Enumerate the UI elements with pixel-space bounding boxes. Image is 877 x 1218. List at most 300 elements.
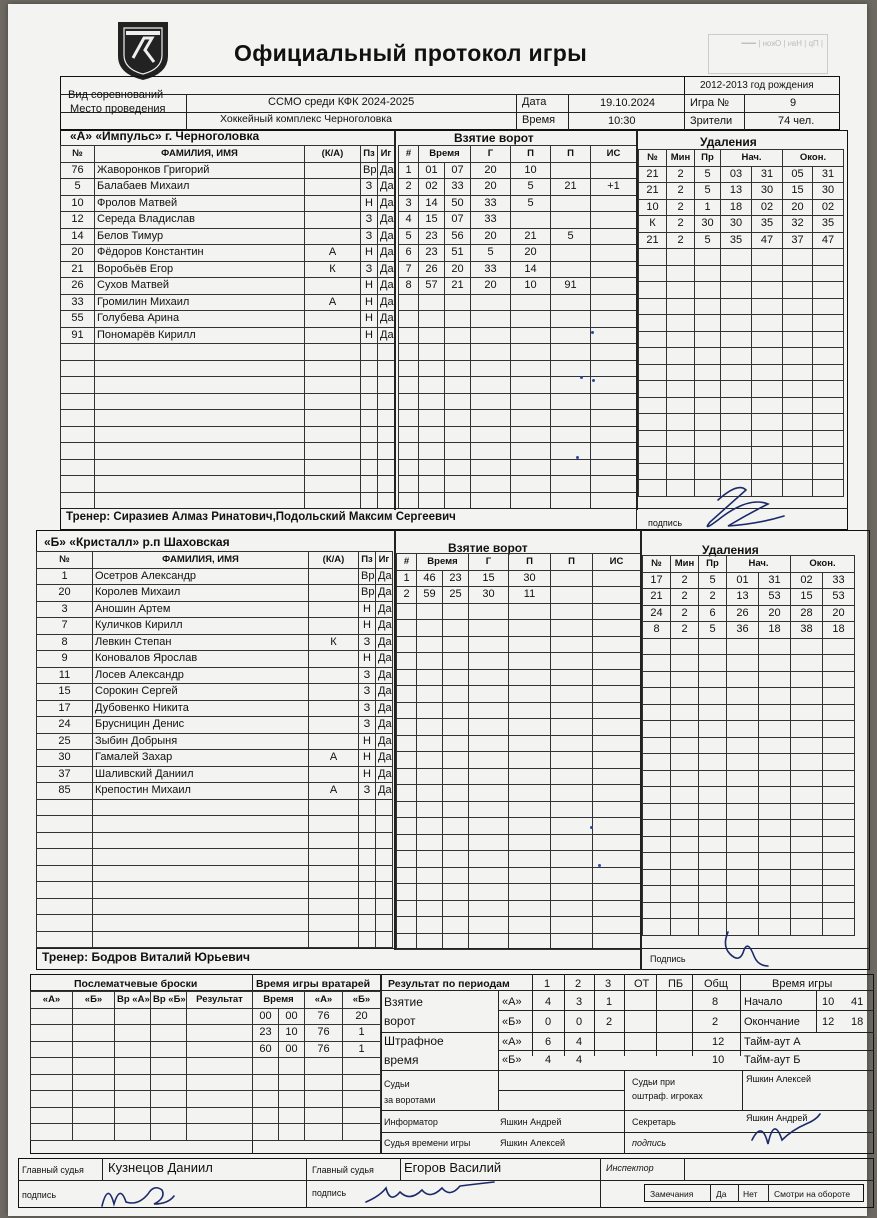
penalty-start-sec — [752, 397, 783, 414]
penalty-start-min — [727, 902, 759, 919]
penalty-start-sec — [752, 463, 783, 480]
goal-assist-2 — [551, 801, 593, 818]
penalty-player — [639, 381, 667, 398]
penalty-player: 21 — [639, 232, 667, 249]
penalty-row — [643, 622, 855, 639]
player-played: Да — [376, 766, 393, 783]
goal-situation — [591, 294, 637, 311]
penalty-minutes — [667, 430, 695, 447]
player-role: А — [309, 783, 359, 800]
goal-index — [397, 686, 417, 703]
goal-situation — [593, 653, 641, 670]
player-name — [95, 410, 305, 427]
goalie-team-b: 20 — [343, 1008, 381, 1025]
goal-row — [399, 410, 637, 427]
player-name: Сорокин Сергей — [93, 684, 309, 701]
goal-row — [399, 393, 637, 410]
penalty-minutes — [671, 688, 699, 705]
penalty-row — [643, 737, 855, 754]
goal-scorer: 30 — [469, 587, 509, 604]
player-role — [309, 568, 359, 585]
penalty-start-sec — [759, 770, 791, 787]
player-role — [305, 426, 361, 443]
roster-row — [37, 865, 393, 882]
pim-a-period-value: 4 — [576, 1036, 583, 1048]
timekeeper-label: Судья времени игры — [384, 1138, 471, 1148]
goal-second — [445, 294, 471, 311]
penalty-minutes — [667, 397, 695, 414]
roster-row — [37, 832, 393, 849]
penalty-minutes — [671, 902, 699, 919]
goal-second — [445, 410, 471, 427]
player-role — [309, 618, 359, 635]
penalty-start-min — [721, 331, 752, 348]
bleed-through-text: | Пр | Нач | Окон | ━━━ — [708, 34, 828, 74]
player-role — [309, 865, 359, 882]
player-position — [359, 865, 376, 882]
goal-assist-1 — [511, 443, 551, 460]
player-position — [361, 443, 378, 460]
penalty-start-sec: 20 — [759, 605, 791, 622]
penalty-minutes — [667, 348, 695, 365]
player-position — [361, 410, 378, 427]
player-position — [361, 459, 378, 476]
player-number: 30 — [37, 750, 93, 767]
shootout-cell — [115, 1074, 151, 1091]
period-2-head: 2 — [575, 978, 582, 990]
penalty-start-min — [727, 869, 759, 886]
goal-row — [397, 900, 641, 917]
penalty-row — [639, 298, 844, 315]
player-played — [376, 865, 393, 882]
player-name: Середа Владислав — [95, 212, 305, 229]
goals-b-period-value: 0 — [545, 1016, 552, 1028]
timeout-b-label: Тайм-аут Б — [744, 1054, 801, 1066]
penalty-code — [695, 397, 721, 414]
goal-situation — [593, 917, 641, 934]
penalty-row — [639, 397, 844, 414]
goal-index — [397, 834, 417, 851]
goal-index — [399, 294, 419, 311]
penalty-code — [699, 688, 727, 705]
player-role — [305, 410, 361, 427]
penalty-code — [699, 770, 727, 787]
competition-label: Вид соревнований — [68, 89, 164, 101]
player-position: Н — [361, 294, 378, 311]
goal-assist-1 — [511, 426, 551, 443]
goal-situation — [591, 261, 637, 278]
goal-second — [445, 360, 471, 377]
pim-a-period-value: 6 — [545, 1036, 552, 1048]
roster-row — [37, 585, 393, 602]
goals-row-label-1: Взятие — [384, 995, 423, 1009]
goals-column-header: # — [399, 146, 419, 163]
shootout-cell — [31, 1041, 73, 1058]
period-ot-head: ОТ — [634, 978, 650, 990]
penalty-row — [643, 770, 855, 787]
penalty-end-sec — [813, 430, 844, 447]
player-position: З — [359, 634, 376, 651]
penalty-code — [699, 836, 727, 853]
goal-minute: 01 — [419, 162, 445, 179]
penalty-end-sec — [823, 836, 855, 853]
penalty-code: 5 — [695, 183, 721, 200]
goal-second — [445, 426, 471, 443]
goal-assist-1 — [509, 801, 551, 818]
penalty-column-header: Окон. — [791, 556, 855, 573]
penalty-row — [643, 754, 855, 771]
goal-assist-2 — [551, 768, 593, 785]
player-name: Пономарёв Кирилл — [95, 327, 305, 344]
player-position: Вр — [359, 585, 376, 602]
team-b-coach-signature — [718, 926, 778, 970]
penalty-player — [643, 721, 671, 738]
penalty-end-min — [791, 787, 823, 804]
goal-situation — [593, 752, 641, 769]
goal-assist-1: 11 — [509, 587, 551, 604]
penalty-player — [639, 315, 667, 332]
roster-row — [61, 344, 395, 361]
goal-situation — [593, 570, 641, 587]
penalty-start-sec — [752, 265, 783, 282]
goal-second — [443, 702, 469, 719]
penalty-start-min — [721, 364, 752, 381]
goal-index — [397, 702, 417, 719]
goal-minute — [417, 620, 443, 637]
goal-assist-1 — [511, 459, 551, 476]
goal-assist-2 — [551, 818, 593, 835]
penalty-start-min: 26 — [727, 605, 759, 622]
penalty-minutes — [671, 886, 699, 903]
penalty-end-sec — [823, 803, 855, 820]
penalty-player — [643, 902, 671, 919]
player-number: 17 — [37, 700, 93, 717]
penalty-start-sec — [752, 298, 783, 315]
goal-assist-1 — [509, 702, 551, 719]
penalty-end-sec — [823, 737, 855, 754]
penalty-start-min — [721, 430, 752, 447]
penalty-start-sec — [759, 638, 791, 655]
player-name — [93, 849, 309, 866]
goal-assist-2 — [551, 393, 591, 410]
goal-row — [399, 344, 637, 361]
penalty-minutes — [671, 787, 699, 804]
player-name — [93, 832, 309, 849]
goalie-team-a: 76 — [305, 1008, 343, 1025]
goal-assist-2 — [551, 636, 593, 653]
goal-scorer: 5 — [471, 245, 511, 262]
goal-minute — [419, 311, 445, 328]
goal-row — [397, 620, 641, 637]
goal-assist-2 — [551, 900, 593, 917]
penalty-column-header: № — [643, 556, 671, 573]
goals-column-header: ИС — [591, 146, 637, 163]
player-role — [305, 443, 361, 460]
goal-index — [397, 917, 417, 934]
player-position: З — [361, 261, 378, 278]
penalty-player — [643, 688, 671, 705]
goal-scorer: 20 — [471, 278, 511, 295]
secretary-label: Секретарь — [632, 1117, 676, 1127]
penalty-minutes: 2 — [667, 216, 695, 233]
player-name: Коновалов Ярослав — [93, 651, 309, 668]
goal-row — [397, 636, 641, 653]
goal-situation — [593, 669, 641, 686]
player-role — [309, 717, 359, 734]
penalty-end-min: 05 — [783, 166, 813, 183]
goal-assist-2 — [551, 702, 593, 719]
roster-column-header: Пз — [361, 146, 378, 163]
secretary-value: Яшкин Андрей — [746, 1113, 808, 1123]
penalty-minutes — [671, 721, 699, 738]
goal-index — [397, 620, 417, 637]
roster-row — [37, 783, 393, 800]
goal-scorer — [469, 620, 509, 637]
goal-row — [397, 801, 641, 818]
player-position — [361, 476, 378, 493]
penalty-code — [699, 754, 727, 771]
penalty-end-sec — [813, 331, 844, 348]
penalty-end-min: 28 — [791, 605, 823, 622]
penalty-code — [695, 315, 721, 332]
player-played — [378, 393, 395, 410]
goalie-column-header: «А» — [305, 992, 343, 1009]
goal-assist-1 — [511, 393, 551, 410]
shootout-column-header: «Б» — [73, 992, 115, 1009]
player-role — [309, 766, 359, 783]
birth-years: 2012-2013 год рождения — [700, 80, 814, 91]
goal-second — [443, 620, 469, 637]
goal-scorer — [469, 768, 509, 785]
shootout-cell — [151, 1124, 187, 1141]
penalty-minutes: 2 — [667, 232, 695, 249]
goal-assist-2 — [551, 851, 593, 868]
player-played: Да — [376, 585, 393, 602]
penalty-start-min — [721, 265, 752, 282]
goal-index — [397, 884, 417, 901]
goal-row — [397, 884, 641, 901]
goal-situation — [591, 278, 637, 295]
goal-row — [397, 834, 641, 851]
player-played — [376, 816, 393, 833]
player-number — [61, 377, 95, 394]
penalty-end-min — [791, 704, 823, 721]
penalty-start-sec — [759, 671, 791, 688]
secretary-signature-label: подпись — [632, 1138, 667, 1148]
goal-situation — [593, 587, 641, 604]
penalty-start-min — [727, 820, 759, 837]
goal-second: 23 — [443, 570, 469, 587]
goal-index: 7 — [399, 261, 419, 278]
penalty-end-min: 15 — [791, 589, 823, 606]
goal-minute — [417, 900, 443, 917]
goalie-team-a — [305, 1074, 343, 1091]
penalty-code — [695, 282, 721, 299]
penalty-code: 2 — [699, 589, 727, 606]
goal-assist-2 — [551, 327, 591, 344]
player-name: Дубовенко Никита — [93, 700, 309, 717]
player-position: Н — [359, 750, 376, 767]
goal-assist-2 — [551, 311, 591, 328]
player-position — [359, 882, 376, 899]
player-name — [95, 443, 305, 460]
penalty-end-min — [791, 688, 823, 705]
penalty-player — [643, 638, 671, 655]
penalty-column-header: Окон. — [783, 150, 844, 167]
player-role — [309, 651, 359, 668]
player-name: Фёдоров Константин — [95, 245, 305, 262]
goal-scorer — [469, 686, 509, 703]
penalty-start-sec — [759, 754, 791, 771]
game-time-title: Время игры — [772, 978, 833, 990]
penalty-code — [695, 348, 721, 365]
penalty-row — [643, 869, 855, 886]
player-role: А — [309, 750, 359, 767]
player-played: Да — [376, 568, 393, 585]
goal-situation — [593, 801, 641, 818]
goal-row — [399, 492, 637, 509]
roster-column-header: ФАМИЛИЯ, ИМЯ — [93, 552, 309, 569]
roster-row — [37, 799, 393, 816]
goal-index — [399, 311, 419, 328]
spectators-label: Зрители — [690, 115, 733, 127]
player-played — [378, 377, 395, 394]
player-position: Вр — [359, 568, 376, 585]
goal-minute — [419, 492, 445, 509]
penalty-code — [695, 381, 721, 398]
penalty-end-sec: 53 — [823, 589, 855, 606]
penalty-start-sec: 30 — [752, 183, 783, 200]
penalty-end-sec: 18 — [823, 622, 855, 639]
penalty-row — [643, 836, 855, 853]
goal-row — [397, 768, 641, 785]
goal-assist-2 — [551, 917, 593, 934]
goals-column-header: Время — [419, 146, 471, 163]
penalty-end-sec: 33 — [823, 572, 855, 589]
penalty-row — [639, 381, 844, 398]
penalty-start-sec — [752, 249, 783, 266]
penalty-player — [643, 803, 671, 820]
goal-assist-1 — [509, 752, 551, 769]
penalty-start-sec — [752, 282, 783, 299]
shootout-cell — [115, 1091, 151, 1108]
goal-situation — [591, 377, 637, 394]
player-name — [93, 915, 309, 932]
penalty-end-min — [783, 414, 813, 431]
player-played — [378, 344, 395, 361]
goal-situation — [591, 410, 637, 427]
goal-row — [399, 377, 637, 394]
goalie-team-b: 1 — [343, 1025, 381, 1042]
player-role — [309, 816, 359, 833]
goal-assist-2 — [551, 686, 593, 703]
chief-2-signature-label: подпись — [312, 1188, 347, 1198]
goal-second — [445, 492, 471, 509]
goal-assist-1: 20 — [511, 245, 551, 262]
roster-row — [61, 443, 395, 460]
penalty-player — [643, 737, 671, 754]
chief-referee-2-label: Главный судья — [312, 1165, 374, 1175]
penalty-end-min — [791, 853, 823, 870]
goal-row — [397, 719, 641, 736]
player-name — [93, 882, 309, 899]
penalty-start-min: 18 — [721, 199, 752, 216]
player-played — [378, 426, 395, 443]
goal-assist-2 — [551, 492, 591, 509]
shootout-cell — [73, 1041, 115, 1058]
goal-row — [397, 735, 641, 752]
player-played: Да — [376, 634, 393, 651]
goal-scorer — [469, 603, 509, 620]
team-a-name: «А» «Импульс» г. Черноголовка — [70, 129, 260, 143]
penalty-start-sec — [759, 704, 791, 721]
penalty-player: 8 — [643, 622, 671, 639]
goal-minute — [417, 867, 443, 884]
goalie-row — [253, 1091, 381, 1108]
penalty-code — [699, 704, 727, 721]
penalty-end-sec: 20 — [823, 605, 855, 622]
roster-row — [61, 360, 395, 377]
goal-index — [397, 818, 417, 835]
goal-minute — [419, 344, 445, 361]
goal-row — [397, 587, 641, 604]
goal-second: 51 — [445, 245, 471, 262]
pim-row-label-2: время — [384, 1053, 419, 1067]
goal-assist-1 — [511, 212, 551, 229]
player-name: Аношин Артем — [93, 601, 309, 618]
player-position: Н — [359, 733, 376, 750]
goal-row — [399, 245, 637, 262]
penalty-row — [643, 803, 855, 820]
goalie-column-header: «Б» — [343, 992, 381, 1009]
goal-scorer: 33 — [471, 195, 511, 212]
goal-assist-2 — [551, 162, 591, 179]
goalie-minute — [253, 1074, 279, 1091]
goal-second — [445, 344, 471, 361]
roster-row — [61, 426, 395, 443]
player-role — [305, 377, 361, 394]
chief-referee-value: Кузнецов Даниил — [108, 1160, 213, 1175]
roster-column-header: Пз — [359, 552, 376, 569]
roster-row — [37, 931, 393, 948]
penalty-player — [639, 298, 667, 315]
goal-assist-2 — [551, 410, 591, 427]
penalty-end-sec — [813, 381, 844, 398]
goal-row — [397, 752, 641, 769]
penalty-start-sec — [759, 655, 791, 672]
player-role — [309, 882, 359, 899]
player-played: Да — [376, 601, 393, 618]
goal-index — [397, 603, 417, 620]
player-name — [93, 931, 309, 948]
goal-row — [399, 311, 637, 328]
roster-row — [37, 766, 393, 783]
goal-assist-1 — [509, 653, 551, 670]
team-b-name: «Б» «Кристалл» р.п Шаховская — [44, 535, 230, 549]
roster-column-header: Иг — [378, 146, 395, 163]
penalty-player: 10 — [639, 199, 667, 216]
roster-row — [61, 377, 395, 394]
shootout-cell — [115, 1041, 151, 1058]
penalty-code — [699, 803, 727, 820]
team-a-roster-table — [60, 145, 395, 509]
goalie-second — [279, 1074, 305, 1091]
competition-value: СCМО среди КФК 2024-2025 — [268, 96, 415, 108]
goal-minute — [417, 603, 443, 620]
team-b-coach: Тренер: Бодров Виталий Юрьевич — [42, 950, 251, 964]
penalty-minutes — [671, 853, 699, 870]
penalty-judges-value: Яшкин Алексей — [746, 1074, 811, 1084]
